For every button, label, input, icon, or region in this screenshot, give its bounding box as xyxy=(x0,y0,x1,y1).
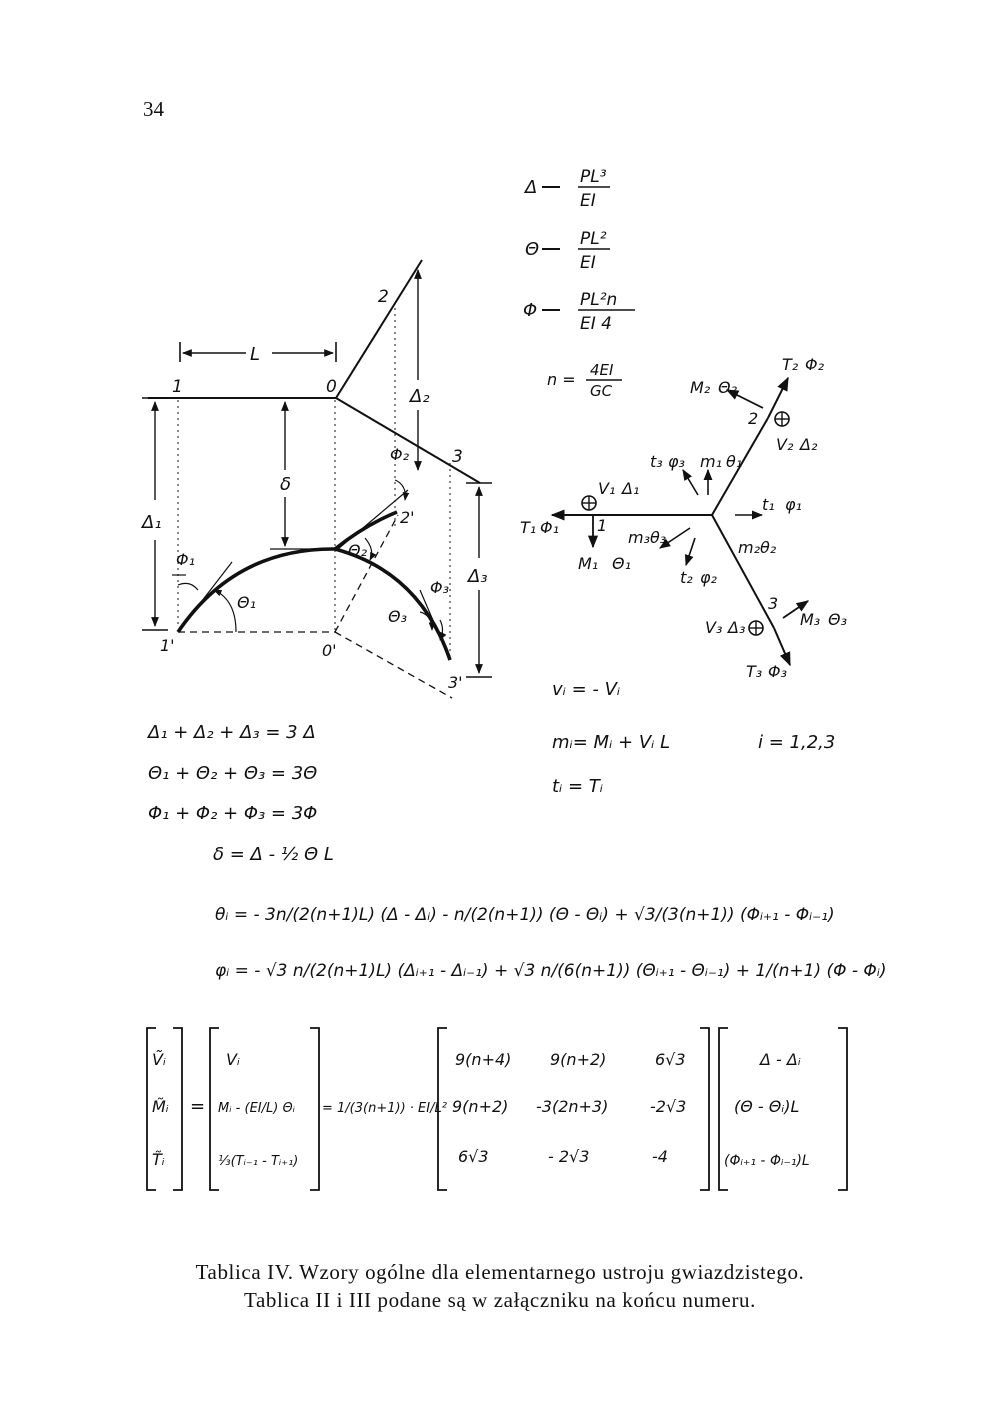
m-0-2: 6√3 xyxy=(655,1050,686,1069)
arm-0-3 xyxy=(336,398,480,483)
theta1-arc xyxy=(214,590,236,632)
label-PHI1: Φ₁ xyxy=(540,518,560,537)
vec-V: Vᵢ xyxy=(226,1050,240,1069)
bracket-matrix-right xyxy=(700,1028,709,1190)
caption-line-1: Tablica IV. Wzory ogólne dla elementarnego ustroju gwiazdzistego. xyxy=(195,1260,805,1284)
m-1-1: -3(2n+3) xyxy=(536,1097,609,1116)
label-m2: m₂ xyxy=(738,538,760,557)
m-1-2: -2√3 xyxy=(650,1097,687,1116)
label-t3: t₃ xyxy=(650,452,663,471)
m-0-0: 9(n+4) xyxy=(455,1050,512,1069)
n-def-num: 4EI xyxy=(590,361,614,379)
legend-delta-symbol: Δ xyxy=(525,177,538,198)
sum-phi: Φ₁ + Φ₂ + Φ₃ = 3Φ xyxy=(148,803,318,824)
lhs-V: Ṽᵢ xyxy=(152,1050,166,1069)
delta-definition: δ = Δ - ½ Θ L xyxy=(213,844,334,865)
formula-theta-i: θᵢ = - 3n/(2(n+1)L) (Δ - Δᵢ) - n/(2(n+1)) (Θ - Θᵢ) + √3/(3(n+1)) (Φᵢ₊₁ - Φᵢ₋₁) xyxy=(215,905,835,925)
label-ph1: φ₁ xyxy=(785,495,802,514)
deformed-base-0-3 xyxy=(335,632,452,698)
legend-theta-den: EI xyxy=(580,253,596,273)
rhs-0: Δ - Δᵢ xyxy=(760,1050,801,1069)
label-D1: Δ₁ xyxy=(142,512,162,533)
label-TH3: Θ₃ xyxy=(828,610,848,629)
label-point-0-prime: 0' xyxy=(322,641,337,660)
label-theta3: Θ₃ xyxy=(388,607,408,626)
m-0-1: 9(n+2) xyxy=(550,1050,607,1069)
m-1-0: 9(n+2) xyxy=(452,1097,509,1116)
label-delta-small: δ xyxy=(280,474,292,495)
label-V2: V₂ xyxy=(776,435,794,454)
formulas xyxy=(215,905,886,981)
label-D3: Δ₃ xyxy=(468,566,488,587)
label-theta1: Θ₁ xyxy=(237,593,257,612)
bracket-lhs-right xyxy=(173,1028,182,1190)
relation-index: i = 1,2,3 xyxy=(758,732,836,753)
label-point-0: 0 xyxy=(326,377,337,397)
n-def-lhs: n = xyxy=(547,370,576,389)
matrix-text xyxy=(152,1050,810,1169)
label-T2: T₂ xyxy=(782,355,799,374)
vec-T: ⅓(Tᵢ₋₁ - Tᵢ₊₁) xyxy=(218,1154,299,1169)
label-ph2: φ₂ xyxy=(700,568,717,587)
label-th1: θ₁ xyxy=(726,452,743,471)
sum-delta: Δ₁ + Δ₂ + Δ₃ = 3 Δ xyxy=(148,722,316,743)
legend-phi-den: EI 4 xyxy=(580,314,612,334)
m-2-2: -4 xyxy=(652,1147,668,1166)
label-PHI3: Φ₃ xyxy=(768,662,788,681)
lhs-M: M̃ᵢ xyxy=(152,1097,169,1116)
star-diagram xyxy=(552,378,808,665)
beam-labels xyxy=(140,287,488,692)
label-node-2: 2 xyxy=(748,409,759,428)
page-number: 34 xyxy=(143,97,164,121)
lhs-T: T̃ᵢ xyxy=(152,1150,165,1169)
relation-v: vᵢ = - Vᵢ xyxy=(552,679,621,700)
rhs-2: (Φᵢ₊₁ - Φᵢ₋₁)L xyxy=(724,1153,810,1169)
svg-text:=: = xyxy=(190,1096,206,1117)
bracket-vec-right xyxy=(310,1028,319,1190)
m-2-0: 6√3 xyxy=(458,1147,489,1166)
label-DL1: Δ₁ xyxy=(622,479,640,498)
legend-phi-symbol: Φ xyxy=(523,300,538,321)
legend-delta-den: EI xyxy=(580,191,596,211)
label-T1: T₁ xyxy=(520,518,537,537)
label-point-2: 2 xyxy=(378,287,389,307)
label-L: L xyxy=(250,344,261,365)
label-phi2: Φ₂ xyxy=(390,445,410,464)
label-point-1-prime: 1' xyxy=(160,636,175,655)
label-t1: t₁ xyxy=(762,495,775,514)
legend-phi-num: PL²n xyxy=(580,290,618,310)
relations xyxy=(552,679,835,797)
label-ph3: φ₃ xyxy=(668,452,685,471)
label-theta2: Θ₂ xyxy=(348,541,368,560)
deformed-beam-1 xyxy=(178,549,335,632)
label-node-3: 3 xyxy=(768,594,779,613)
sum-theta: Θ₁ + Θ₂ + Θ₃ = 3Θ xyxy=(148,763,318,784)
label-t2: t₂ xyxy=(680,568,693,587)
relation-t: tᵢ = Tᵢ xyxy=(552,776,604,797)
label-m3: m₃ xyxy=(628,528,650,547)
caption-line-2: Tablica II i III podane są w załączniku na końcu numeru. xyxy=(243,1288,756,1312)
star-labels xyxy=(520,355,847,681)
label-th2: θ₂ xyxy=(760,538,777,557)
sums xyxy=(146,722,334,865)
phi1-arc xyxy=(178,583,198,590)
label-V3: V₃ xyxy=(705,618,723,637)
label-DL3: Δ₃ xyxy=(728,618,746,637)
caption xyxy=(100,1258,900,1314)
label-m1: m₁ xyxy=(700,452,722,471)
deformed-beam-3 xyxy=(335,549,450,660)
relation-m: mᵢ= Mᵢ + Vᵢ L xyxy=(552,732,671,753)
legend-delta xyxy=(523,167,610,211)
label-node-1: 1 xyxy=(597,516,608,535)
label-point-2-prime: 2' xyxy=(400,508,415,527)
formula-phi-i: φᵢ = - √3 n/(2(n+1)L) (Δᵢ₊₁ - Δᵢ₋₁) + √3 n/(6(n+1)) (Θᵢ₊₁ - Θᵢ₋₁) + 1/(n+1) (Φ - Φᵢ) xyxy=(215,961,887,981)
rhs-1: (Θ - Θᵢ)L xyxy=(734,1097,800,1116)
label-PHI2: Φ₂ xyxy=(805,355,825,374)
legend-theta xyxy=(525,229,610,273)
label-M3: M₃ xyxy=(800,610,821,629)
label-phi3: Φ₃ xyxy=(430,578,450,597)
arm-0-2 xyxy=(336,260,422,398)
legend-delta-num: PL³ xyxy=(580,167,607,187)
tangent-3 xyxy=(420,590,450,660)
t2-arrow xyxy=(686,538,695,565)
label-M2: M₂ xyxy=(690,378,711,397)
legend-theta-symbol: Θ xyxy=(525,239,540,260)
arm-3 xyxy=(712,515,774,628)
label-point-3-prime: 3' xyxy=(448,673,463,692)
vec-M: Mᵢ - (EI/L) Θᵢ xyxy=(218,1101,295,1116)
arm-3-T xyxy=(774,628,790,665)
label-TH1: Θ₁ xyxy=(612,554,632,573)
label-point-1: 1 xyxy=(172,377,183,397)
bracket-rhs-right xyxy=(838,1028,847,1190)
n-def-den: GC xyxy=(590,382,613,400)
label-th3: θ₃ xyxy=(650,528,667,547)
m-2-1: - 2√3 xyxy=(548,1147,590,1166)
label-phi1: Φ₁ xyxy=(176,550,196,569)
label-point-3: 3 xyxy=(452,447,463,467)
label-TH2: Θ₂ xyxy=(718,378,738,397)
matrix-factor: = 1/(3(n+1)) · EI/L² xyxy=(322,1101,447,1116)
label-M1: M₁ xyxy=(578,554,599,573)
legend-phi xyxy=(523,290,635,334)
beam-diagram xyxy=(142,260,492,698)
label-D2: Δ₂ xyxy=(410,386,430,407)
t3-arrow xyxy=(683,470,698,495)
legend-theta-num: PL² xyxy=(580,229,607,249)
legend-n-definition xyxy=(547,361,622,400)
label-T3: T₃ xyxy=(746,662,763,681)
label-DL2: Δ₂ xyxy=(800,435,818,454)
label-V1: V₁ xyxy=(598,479,616,498)
